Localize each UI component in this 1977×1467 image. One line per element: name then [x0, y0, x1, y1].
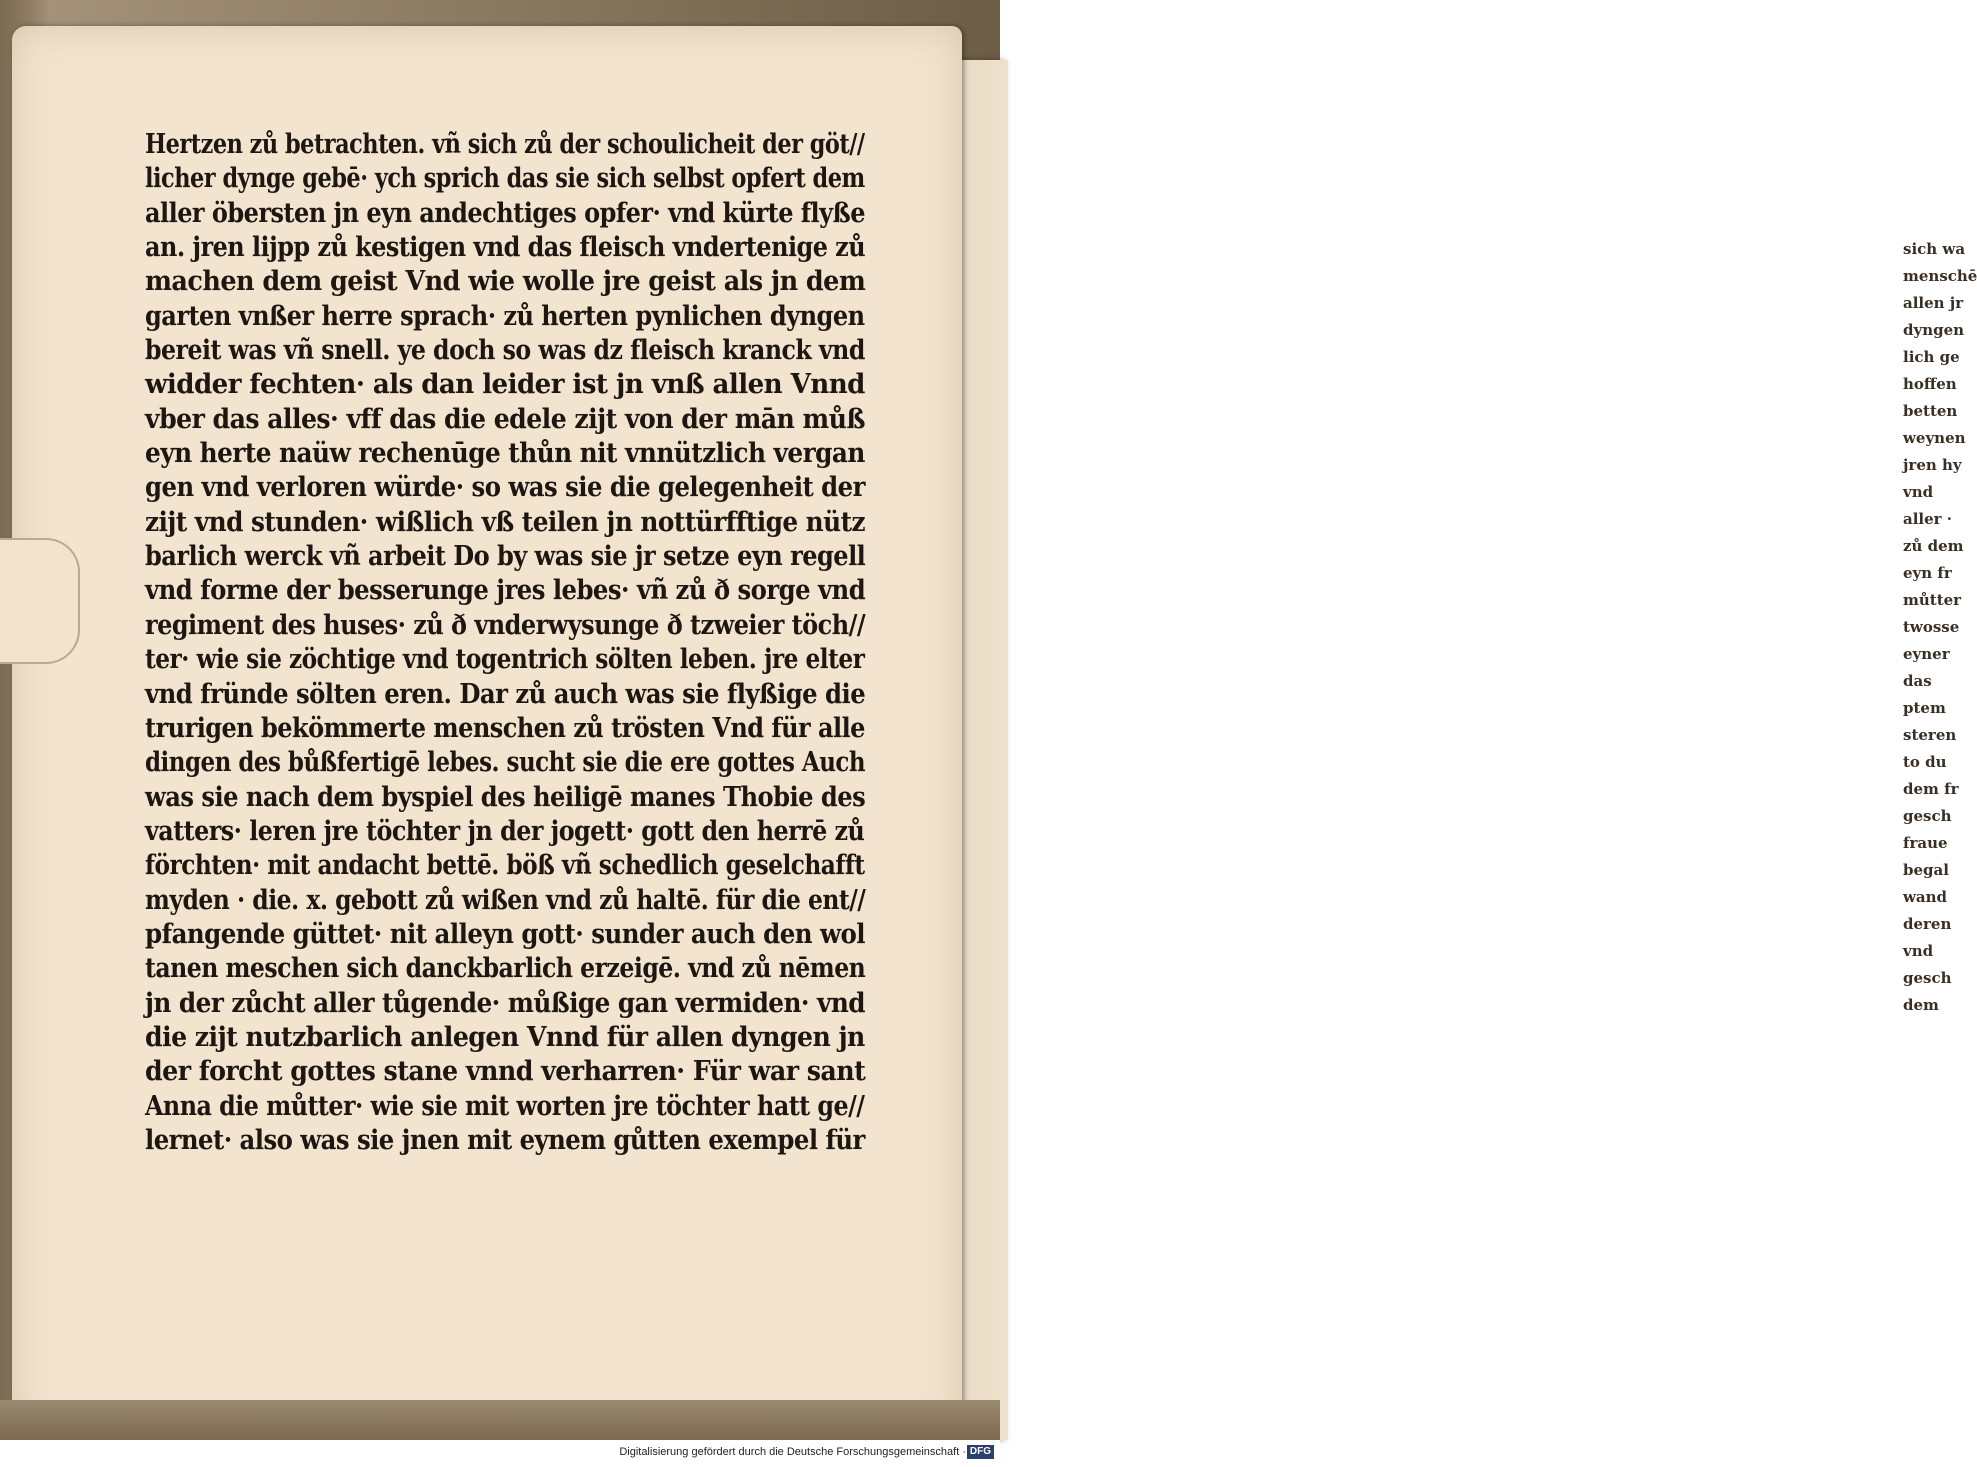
- adjacent-text-line: betten: [1903, 402, 1958, 420]
- adjacent-text-line: dem: [1903, 996, 1939, 1014]
- adjacent-text-line: menschē: [1903, 267, 1977, 285]
- text-line: was sie nach dem byspiel des heiligē manes Thobie des: [145, 781, 866, 813]
- text-line: pfangende güttet· nit alleyn gott· sunder auch den wol: [145, 918, 866, 950]
- adjacent-text-line: das: [1903, 672, 1932, 690]
- adjacent-text-line: allen jr: [1903, 294, 1964, 312]
- adjacent-text-line: steren: [1903, 726, 1957, 744]
- adjacent-text-line: sich wa: [1903, 240, 1966, 258]
- adjacent-text-line: dem fr: [1903, 780, 1959, 798]
- text-line: vatters· leren jre töchter jn der jogett· gott den herrē zů: [145, 815, 865, 847]
- adjacent-text-line: fraue: [1903, 834, 1948, 852]
- text-line: regiment des huses· zů ð vnderwysunge ð tzweier töch//: [145, 609, 866, 641]
- adjacent-text-line: vnd: [1903, 942, 1934, 960]
- adjacent-text-line: aller ·: [1903, 510, 1953, 528]
- text-line: garten vnßer herre sprach· zů herten pynlichen dyngen: [145, 300, 865, 332]
- text-line: der forcht gottes stane vnnd verharren· Für war sant: [145, 1056, 866, 1088]
- text-line: eyn herte naüw rechenūge thůn nit vnnützlich vergan: [145, 438, 865, 470]
- adjacent-text-line: vnd: [1903, 483, 1934, 501]
- text-line: barlich werck vñ arbeit Do by was sie jr setze eyn regell: [145, 541, 866, 573]
- text-line: gen vnd verloren würde· so was sie die gelegenheit der: [145, 472, 865, 504]
- text-line: myden · die. x. gebott zů wißen vnd zů haltē. für die ent//: [145, 884, 866, 916]
- text-line: widder fechten· als dan leider ist jn vnß allen Vnnd: [145, 369, 865, 401]
- adjacent-text-line: gesch: [1903, 807, 1952, 825]
- bottom-edge: [0, 1400, 1000, 1440]
- text-line: bereit was vñ snell. ye doch so was dz fleisch kranck vnd: [145, 335, 865, 367]
- text-line: licher dynge gebē· ych sprich das sie sich selbst opfert dem: [145, 163, 865, 195]
- adjacent-text-line: eyn fr: [1903, 564, 1952, 582]
- adjacent-text-line: dyngen: [1903, 321, 1965, 339]
- adjacent-text-line: lich ge: [1903, 348, 1960, 366]
- footer-credit: Digitalisierung gefördert durch die Deutsche Forschungsgemeinschaft ·: [619, 1446, 966, 1458]
- text-line: machen dem geist Vnd wie wolle jre geist als jn dem: [145, 266, 866, 298]
- text-line: vber das alles· vff das die edele zijt von der mān můß: [145, 403, 865, 435]
- main-text-block: [145, 128, 865, 1158]
- adjacent-text-line: zů dem: [1903, 537, 1964, 555]
- adjacent-text-line: wand: [1903, 888, 1948, 906]
- text-line: an. jren lijpp zů kestigen vnd das fleisch vndertenige zů: [145, 232, 866, 264]
- adjacent-text-line: eyner: [1903, 645, 1950, 663]
- dfg-logo: DFG: [967, 1445, 994, 1459]
- text-line: dingen des bůßfertigē lebes. sucht sie die ere gottes Auch: [145, 747, 866, 779]
- adjacent-text-line: begal: [1903, 861, 1949, 879]
- text-line: jn der zůcht aller tůgende· můßige gan vermiden· vnd: [145, 987, 866, 1019]
- text-line: zijt vnd stunden· wißlich vß teilen jn nottürfftige nütz: [145, 506, 866, 538]
- text-line: trurigen bekömmerte menschen zů trösten Vnd für alle: [145, 712, 865, 744]
- text-line: Hertzen zů betrachten. vñ sich zů der schoulicheit der göt//: [145, 129, 865, 160]
- adjacent-text-line: můtter: [1903, 591, 1962, 609]
- text-line: ter· wie sie zöchtige vnd togentrich sölten leben. jre elter: [145, 644, 865, 676]
- text-line: lernet· also was sie jnen mit eynem gůtten exempel für: [145, 1124, 865, 1156]
- adjacent-text-line: ptem: [1903, 699, 1946, 717]
- thumb-tab-mark: [0, 538, 80, 664]
- text-line: Anna die můtter· wie sie mit worten jre töchter hatt ge//: [145, 1090, 865, 1122]
- text-line: vnd forme der besserunge jres lebes· vñ zů ð sorge vnd: [145, 575, 866, 607]
- adjacent-text-line: to du: [1903, 753, 1947, 771]
- text-line: tanen meschen sich danckbarlich erzeigē. vnd zů nēmen: [145, 953, 866, 985]
- adjacent-text-line: jren hy: [1903, 456, 1962, 474]
- text-line: vnd fründe sölten eren. Dar zů auch was sie flyßige die: [145, 678, 866, 710]
- adjacent-text-line: twosse: [1903, 618, 1960, 636]
- text-line: aller öbersten jn eyn andechtiges opfer· vnd kürte flyße: [145, 197, 865, 229]
- text-line: förchten· mit andacht bettē. böß vñ schedlich geselchafft: [145, 850, 865, 882]
- adjacent-text-line: gesch: [1903, 969, 1952, 987]
- text-line: die zijt nutzbarlich anlegen Vnnd für allen dyngen jn: [145, 1021, 865, 1053]
- adjacent-text-line: hoffen: [1903, 375, 1957, 393]
- footer-bar: [0, 1440, 1000, 1467]
- adjacent-text-line: weynen: [1903, 429, 1966, 447]
- adjacent-page-text: [1903, 236, 1977, 1019]
- adjacent-text-line: deren: [1903, 915, 1952, 933]
